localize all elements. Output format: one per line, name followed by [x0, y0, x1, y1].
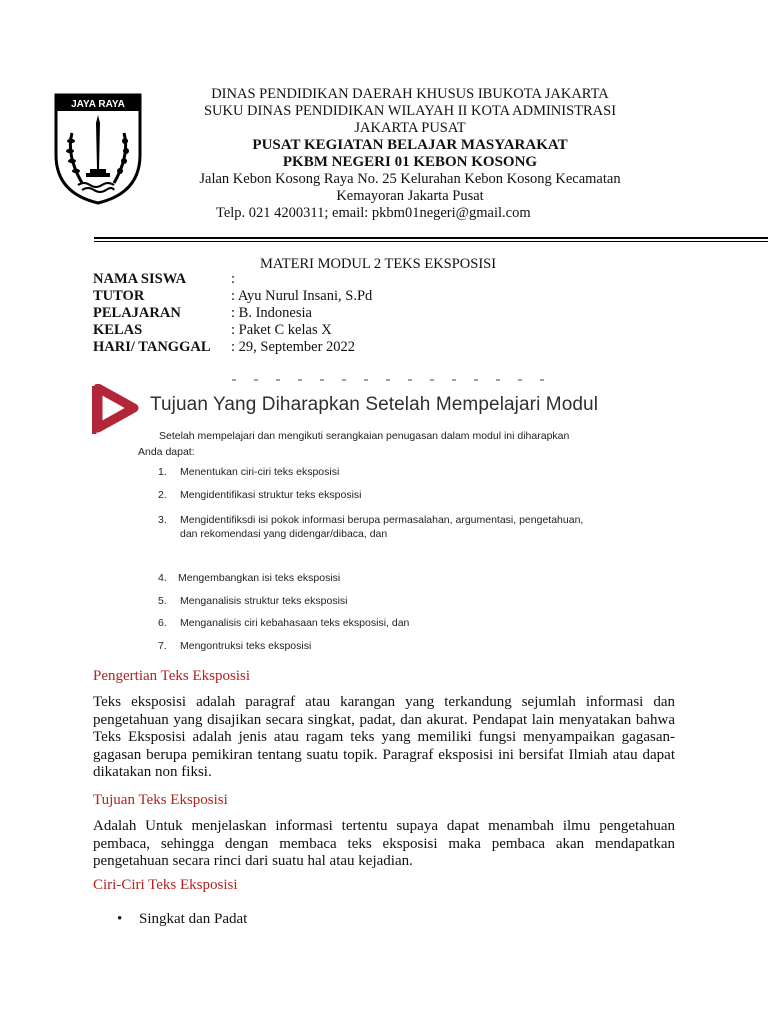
info-value: : B. Indonesia	[231, 305, 312, 321]
module-heading: Tujuan Yang Diharapkan Setelah Mempelajari Modul	[150, 394, 599, 415]
letterhead-divider-thin	[94, 241, 768, 242]
letterhead-line-3: JAKARTA PUSAT	[354, 120, 466, 136]
letterhead-line-2: SUKU DINAS PENDIDIKAN WILAYAH II KOTA ADMINISTRASI	[203, 103, 617, 119]
info-row	[93, 339, 372, 356]
objective-text: Mengidentifikasi struktur teks eksposisi	[180, 489, 362, 501]
letterhead-address-2: Kemayoran Jakarta Pusat	[336, 188, 484, 204]
letterhead-school-name: PKBM NEGERI 01 KEBON KOSONG	[282, 154, 538, 170]
letterhead	[150, 86, 670, 221]
list-item-text: Singkat dan Padat	[139, 911, 248, 927]
objective-text: dan rekomendasi yang didengar/dibaca, dan	[180, 528, 388, 540]
letterhead-divider-thick	[94, 237, 768, 239]
student-info	[93, 271, 372, 356]
objective-text: Menganalisis ciri kebahasaan teks eksposisi, dan	[180, 617, 410, 629]
objective-text: Menentukan ciri-ciri teks eksposisi	[180, 466, 340, 478]
module-objectives-image	[92, 376, 768, 658]
play-icon	[92, 384, 140, 436]
objective-number: 7.	[158, 640, 167, 652]
objective-text: Menganalisis struktur teks eksposisi	[180, 595, 348, 607]
objective-number: 1.	[158, 466, 167, 478]
objective-text: Mengidentifiksdi isi pokok informasi berupa permasalahan, argumentasi, pengetahuan,	[180, 514, 584, 526]
letterhead-address-1: Jalan Kebon Kosong Raya No. 25 Kelurahan Kebon Kosong Kecamatan	[199, 171, 621, 187]
paragraph-pengertian: Teks eksposisi adalah paragraf atau karangan yang terkandung sejumlah informasi dan pengetahuan yang disajikan secara singkat, padat, dan akurat. Pendapat lain menyatakan bahwa Teks Eksposisi adalah jenis atau ragam teks yang memiliki fungsi menyampaikan gagasan-gagasan berupa pemikiran tentang suatu topik. Paragraf eksposisi ini bersifat Ilmiah atau dapat dikatakan non fiksi.	[93, 694, 675, 780]
objective-text: Mengontruksi teks eksposisi	[180, 640, 312, 652]
module-intro-2: Anda dapat:	[138, 446, 195, 458]
info-row	[93, 288, 372, 305]
info-value: : Paket C kelas X	[231, 322, 332, 338]
paragraph-tujuan: Adalah Untuk menjelaskan informasi tertentu supaya dapat menambah ilmu pengetahuan pembaca, sehingga dengan membaca teks eksposisi maka pembaca akan mendapatkan pengetahuan secara rinci dari suatu hal atau kejadian.	[93, 818, 675, 869]
module-intro: Setelah mempelajari dan mengikuti serangkaian penugasan dalam modul ini diharapkan	[159, 430, 570, 442]
letterhead-contact: Telp. 021 4200311; email: pkbm01negeri@gmail.com	[216, 205, 531, 221]
objective-text: Mengembangkan isi teks eksposisi	[178, 572, 341, 584]
info-label: HARI/ TANGGAL	[93, 339, 211, 355]
info-label: KELAS	[93, 322, 143, 338]
info-label: PELAJARAN	[93, 305, 181, 321]
objective-number: 6.	[158, 617, 167, 629]
objective-number: 2.	[158, 489, 167, 501]
section-heading-ciri: Ciri-Ciri Teks Eksposisi	[93, 877, 238, 893]
scan-artifact	[232, 379, 562, 381]
info-value: :	[231, 271, 236, 287]
info-row	[93, 271, 372, 288]
section-heading-tujuan: Tujuan Teks Eksposisi	[93, 792, 228, 808]
info-label: NAMA SISWA	[93, 271, 187, 287]
info-row	[93, 305, 372, 322]
section-heading-pengertian: Pengertian Teks Eksposisi	[93, 668, 250, 684]
objective-number: 3.	[158, 514, 167, 526]
objective-number: 4.	[158, 572, 167, 584]
info-row	[93, 322, 372, 339]
info-value: : Ayu Nurul Insani, S.Pd	[231, 288, 373, 304]
letterhead-line-1: DINAS PENDIDIKAN DAERAH KHUSUS IBUKOTA JAKARTA	[211, 86, 609, 102]
document-title: MATERI MODUL 2 TEKS EKSPOSISI	[260, 256, 497, 272]
objective-number: 5.	[158, 595, 167, 607]
info-label: TUTOR	[93, 288, 145, 304]
jaya-raya-logo	[54, 93, 142, 205]
letterhead-institution: PUSAT KEGIATAN BELAJAR MASYARAKAT	[252, 137, 568, 153]
svg-text:JAYA RAYA: JAYA RAYA	[71, 99, 125, 110]
info-value: : 29, September 2022	[231, 339, 356, 355]
bullet-icon: •	[117, 911, 123, 927]
list-item	[117, 911, 247, 928]
